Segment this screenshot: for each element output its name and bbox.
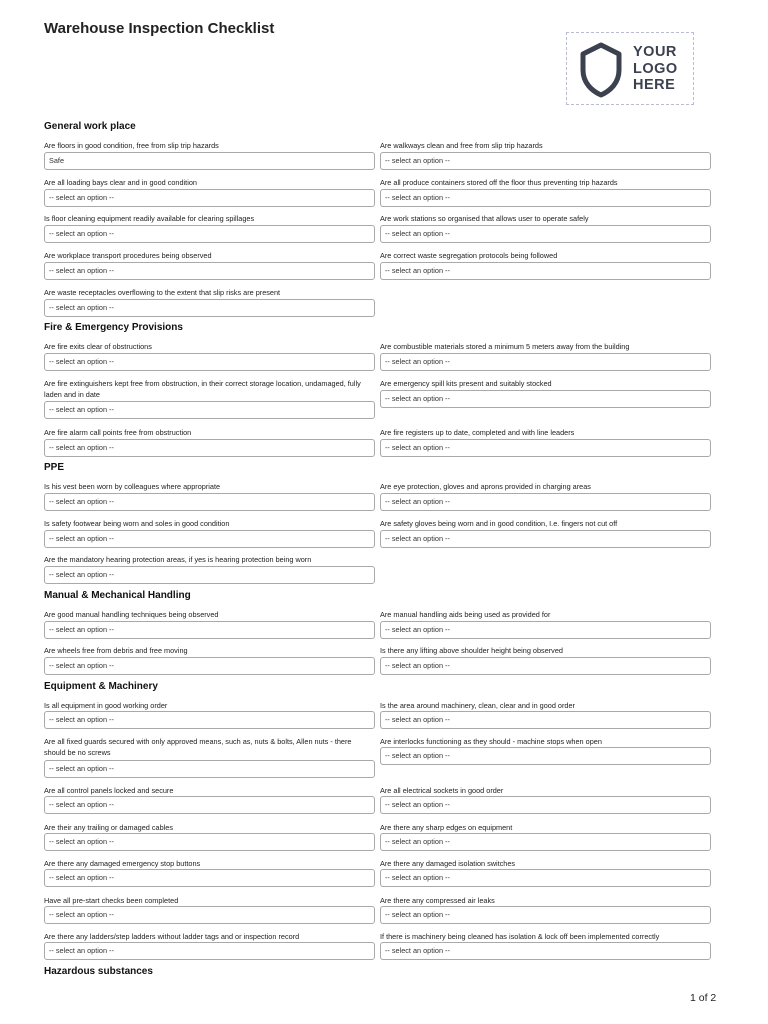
answer-select[interactable]: -- select an option --	[44, 621, 375, 639]
question-field	[44, 287, 377, 312]
answer-select[interactable]: -- select an option --	[380, 942, 711, 960]
section-heading-manual-handling: Manual & Mechanical Handling	[44, 590, 191, 601]
logo-text-line3: HERE	[633, 77, 676, 93]
answer-select[interactable]: -- select an option --	[380, 796, 711, 814]
question-field	[380, 645, 713, 670]
question-label: Are correct waste segregation protocols being followed	[380, 251, 558, 260]
question-field	[380, 140, 713, 165]
question-label: Are all electrical sockets in good order	[380, 786, 504, 795]
section-heading-equipment-machinery: Equipment & Machinery	[44, 681, 158, 692]
question-label: Are all control panels locked and secure	[44, 786, 174, 795]
question-field	[44, 822, 377, 846]
question-label: Are all loading bays clear and in good condition	[44, 178, 197, 187]
section-heading-general-work-place: General work place	[44, 121, 136, 132]
question-label: Are there any ladders/step ladders without ladder tags and or inspection record	[44, 932, 300, 941]
answer-select[interactable]: -- select an option --	[380, 189, 711, 207]
question-field	[44, 213, 377, 238]
answer-select[interactable]: -- select an option --	[44, 530, 375, 548]
question-label: Are fire exits clear of obstructions	[44, 342, 152, 351]
question-label: If there is machinery being cleaned has isolation & lock off been implemented correctly	[380, 932, 660, 941]
question-field	[380, 609, 713, 634]
question-field	[44, 427, 377, 452]
question-field	[44, 140, 377, 165]
answer-select[interactable]: -- select an option --	[380, 152, 711, 170]
question-label: Are fire extinguishers kept free from obstruction, in their correct storage location, undamaged, fully laden and in date	[44, 379, 361, 399]
question-field	[380, 700, 713, 724]
question-label: Are combustible materials stored a minimum 5 meters away from the building	[380, 342, 630, 351]
question-field	[44, 378, 377, 414]
question-label: Have all pre-start checks been completed	[44, 896, 179, 905]
question-field	[44, 177, 377, 202]
question-field	[380, 736, 713, 760]
question-label: Are fire alarm call points free from obstruction	[44, 428, 192, 437]
answer-select[interactable]: -- select an option --	[44, 657, 375, 675]
answer-select[interactable]: -- select an option --	[44, 833, 375, 851]
question-label: Are walkways clean and free from slip trip hazards	[380, 141, 543, 150]
question-field	[44, 250, 377, 275]
question-label: Are there any damaged emergency stop buttons	[44, 859, 201, 868]
question-label: Is safety footwear being worn and soles in good condition	[44, 519, 230, 528]
question-label: Are there any sharp edges on equipment	[380, 823, 513, 832]
question-field	[380, 378, 713, 403]
question-field	[44, 554, 377, 579]
answer-select[interactable]: -- select an option --	[44, 189, 375, 207]
question-label: Are work stations so organised that allows user to operate safely	[380, 214, 589, 223]
question-label: Are the mandatory hearing protection areas, if yes is hearing protection being worn	[44, 555, 312, 564]
question-field	[44, 341, 377, 366]
question-label: Are good manual handling techniques being observed	[44, 610, 219, 619]
question-field	[44, 518, 377, 543]
answer-select[interactable]: -- select an option --	[380, 906, 711, 924]
question-label: Are wheels free from debris and free moving	[44, 646, 188, 655]
question-field	[44, 700, 377, 724]
question-label: Are emergency spill kits present and suitably stocked	[380, 379, 552, 388]
section-heading-fire-emergency: Fire & Emergency Provisions	[44, 322, 183, 333]
logo-text-line2: LOGO	[633, 60, 678, 77]
answer-select[interactable]: -- select an option --	[44, 401, 375, 419]
answer-select[interactable]: -- select an option --	[44, 353, 375, 371]
answer-select[interactable]: -- select an option --	[380, 711, 711, 729]
question-label: Is floor cleaning equipment readily available for clearing spillages	[44, 214, 255, 223]
question-field	[44, 645, 377, 670]
answer-select[interactable]: -- select an option --	[44, 299, 375, 317]
question-field	[380, 518, 713, 543]
question-label: Are there any compressed air leaks	[380, 896, 495, 905]
answer-select[interactable]: -- select an option --	[380, 262, 711, 280]
question-label: Are workplace transport procedures being observed	[44, 251, 212, 260]
question-field	[380, 822, 713, 846]
answer-select[interactable]: -- select an option --	[44, 760, 375, 778]
question-label: Are safety gloves being worn and in good condition, I.e. fingers not cut off	[380, 519, 618, 528]
question-label: Are there any damaged isolation switches	[380, 859, 516, 868]
question-field	[380, 250, 713, 275]
question-label: Are interlocks functioning as they should - machine stops when open	[380, 737, 602, 746]
question-label: Are all fixed guards secured with only approved means, such as, nuts & bolts, Allen nuts - there should be no screws	[44, 737, 352, 757]
answer-select[interactable]: -- select an option --	[380, 833, 711, 851]
shield-icon	[578, 41, 624, 99]
question-label: Is all equipment in good working order	[44, 701, 168, 710]
logo-placeholder	[566, 32, 694, 105]
answer-select[interactable]: -- select an option --	[380, 390, 711, 408]
question-field	[44, 858, 377, 882]
answer-select[interactable]: -- select an option --	[44, 711, 375, 729]
answer-select[interactable]: -- select an option --	[380, 657, 711, 675]
question-label: Are floors in good condition, free from slip trip hazards	[44, 141, 219, 150]
logo-text	[633, 44, 693, 94]
answer-select[interactable]: -- select an option --	[380, 869, 711, 887]
question-label: Are fire registers up to date, completed and with line leaders	[380, 428, 575, 437]
question-field	[380, 177, 713, 202]
question-field	[380, 785, 713, 809]
answer-select[interactable]: Safe	[44, 152, 375, 170]
answer-select[interactable]: -- select an option --	[44, 796, 375, 814]
answer-select[interactable]: -- select an option --	[380, 530, 711, 548]
question-field	[44, 609, 377, 634]
answer-select[interactable]: -- select an option --	[44, 439, 375, 457]
question-label: Is the area around machinery, clean, clear and in good order	[380, 701, 575, 710]
answer-select[interactable]: -- select an option --	[380, 621, 711, 639]
question-field	[380, 858, 713, 882]
page-title: Warehouse Inspection Checklist	[44, 20, 275, 37]
answer-select[interactable]: -- select an option --	[44, 869, 375, 887]
question-field	[44, 481, 377, 506]
question-field	[44, 785, 377, 809]
question-field	[44, 736, 377, 773]
page-number: 1 of 2	[690, 992, 717, 1004]
question-field	[380, 427, 713, 452]
section-heading-hazardous-substances: Hazardous substances	[44, 966, 153, 977]
question-field	[380, 481, 713, 506]
answer-select[interactable]: -- select an option --	[380, 493, 711, 511]
answer-select[interactable]: -- select an option --	[380, 353, 711, 371]
question-label: Are waste receptacles overflowing to the extent that slip risks are present	[44, 288, 281, 297]
question-field	[380, 895, 713, 919]
section-heading-ppe: PPE	[44, 462, 65, 473]
answer-select[interactable]: -- select an option --	[44, 493, 375, 511]
answer-select[interactable]: -- select an option --	[380, 747, 711, 765]
answer-select[interactable]: -- select an option --	[44, 225, 375, 243]
question-label: Is there any lifting above shoulder height being observed	[380, 646, 563, 655]
answer-select[interactable]: -- select an option --	[44, 566, 375, 584]
answer-select[interactable]: -- select an option --	[380, 439, 711, 457]
answer-select[interactable]: -- select an option --	[44, 906, 375, 924]
logo-text-line1: YOUR	[633, 44, 677, 60]
answer-select[interactable]: -- select an option --	[380, 225, 711, 243]
question-label: Is his vest been worn by colleagues where appropriate	[44, 482, 221, 491]
question-field	[44, 895, 377, 919]
question-label: Are their any trailing or damaged cables	[44, 823, 173, 832]
question-field	[380, 213, 713, 238]
answer-select[interactable]: -- select an option --	[44, 942, 375, 960]
question-label: Are all produce containers stored off the floor thus preventing trip hazards	[380, 178, 618, 187]
question-field	[380, 931, 713, 955]
question-field	[380, 341, 713, 366]
question-field	[44, 931, 377, 955]
answer-select[interactable]: -- select an option --	[44, 262, 375, 280]
question-label: Are eye protection, gloves and aprons provided in charging areas	[380, 482, 591, 491]
question-label: Are manual handling aids being used as provided for	[380, 610, 551, 619]
